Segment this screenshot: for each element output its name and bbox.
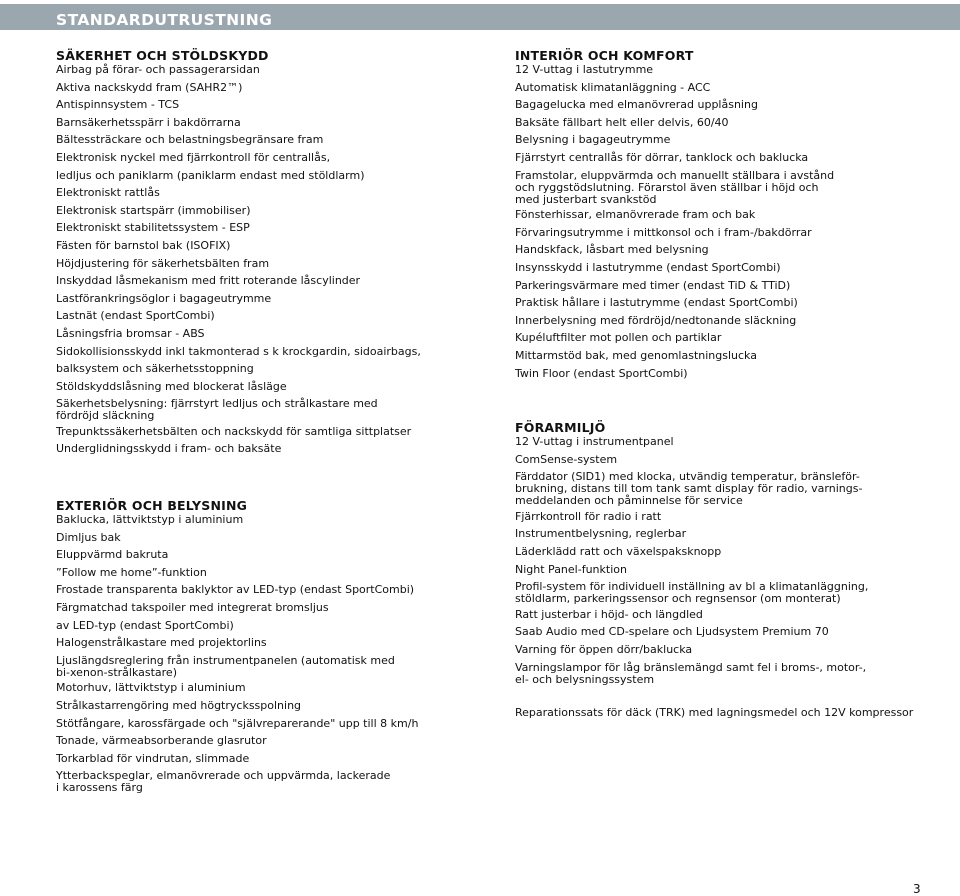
list-item: Elektronisk nyckel med fjärrkontroll för centrallås,	[56, 150, 331, 164]
list-item: ”Follow me home”-funktion	[56, 565, 207, 579]
list-item: Stötfångare, karossfärgade och "självreparerande" upp till 8 km/h	[56, 716, 419, 730]
list-item: Barnsäkerhetsspärr i bakdörrarna	[56, 115, 241, 129]
list-item: Innerbelysning med fördröjd/nedtonande släckning	[515, 313, 797, 327]
list-item: Motorhuv, lättviktstyp i aluminium	[56, 681, 246, 695]
list-item: Mittarmstöd bak, med genomlastningslucka	[515, 348, 757, 362]
right-column	[515, 47, 935, 719]
section-driver-environment	[515, 419, 935, 689]
list-item: Framstolar, eluppvärmda och manuellt ställbara i avstånd och ryggstödslutning. Förarstol även ställbar i höjd och med justerbart svankstöd	[515, 168, 835, 206]
list-item: Elektroniskt rattlås	[56, 186, 160, 200]
list-item: Twin Floor (endast SportCombi)	[515, 366, 688, 380]
list-item: Fjärrkontroll för radio i ratt	[515, 509, 662, 523]
list-item: Fästen för barnstol bak (ISOFIX)	[56, 238, 231, 252]
list-item: Aktiva nackskydd fram (SAHR2™)	[56, 80, 243, 94]
list-item: Belysning i bagageutrymme	[515, 133, 671, 147]
list-item: Kupéluftfilter mot pollen och partiklar	[515, 331, 722, 345]
list-item: Strålkastarrengöring med högtrycksspolning	[56, 699, 302, 712]
list-item: Fjärrstyrt centrallås för dörrar, tanklock och baklucka	[515, 150, 809, 164]
section-interior	[515, 47, 935, 385]
list-item: ComSense-system	[515, 452, 618, 466]
list-item: Fönsterhissar, elmanövrerade fram och bak	[515, 208, 756, 222]
list-item: Stöldskyddslåsning med blockerat låsläge	[56, 379, 287, 393]
list-item: Night Panel-funktion	[515, 562, 627, 576]
list-item: 12 V-uttag i instrumentpanel	[515, 435, 674, 449]
list-item: Parkeringsvärmare med timer (endast TiD & TTiD)	[515, 278, 791, 292]
section-title-driver-environment: FÖRARMILJÖ	[515, 420, 606, 436]
list-item: Saab Audio med CD-spelare och Ljudsystem Premium 70	[515, 625, 829, 639]
list-item: Instrumentbelysning, reglerbar	[515, 527, 687, 541]
header-band	[0, 4, 960, 30]
list-item: Airbag på förar- och passagerarsidan	[56, 63, 260, 76]
list-item: Ratt justerbar i höjd- och längdled	[515, 607, 703, 621]
list-item: Praktisk hållare i lastutrymme (endast SportCombi)	[515, 296, 798, 310]
list-item: Ytterbackspeglar, elmanövrerade och uppvärmda, lackerade i karossens färg	[56, 769, 391, 795]
list-item: Handskfack, låsbart med belysning	[515, 243, 709, 257]
list-item: Torkarblad för vindrutan, slimmade	[56, 751, 250, 765]
list-item: Insynsskydd i lastutrymme (endast SportCombi)	[515, 260, 781, 274]
list-item: Bagagelucka med elmanövrerad upplåsning	[515, 98, 758, 112]
list-item: Antispinnsystem - TCS	[56, 98, 180, 112]
list-item: Ljuslängdsreglering från instrumentpanelen (automatisk med bi-xenon-strålkastare)	[56, 653, 395, 679]
list-item: Varningslampor för låg bränslemängd samt fel i broms-, motor-, el- och belysningssystem	[515, 660, 867, 686]
list-item: Höjdjustering för säkerhetsbälten fram	[56, 256, 270, 270]
safety-list	[56, 64, 476, 461]
page-number: 3	[913, 882, 921, 896]
list-item: Läderklädd ratt och växelspaksknopp	[515, 545, 722, 559]
list-item: av LED-typ (endast SportCombi)	[56, 618, 234, 632]
list-item: Underglidningsskydd i fram- och baksäte	[56, 442, 282, 456]
list-item: Eluppvärmd bakruta	[56, 548, 169, 562]
list-item: Halogenstrålkastare med projektorlins	[56, 636, 267, 650]
list-item: Dimljus bak	[56, 530, 121, 544]
list-item: Färddator (SID1) med klocka, utvändig temperatur, bränsleför- brukning, distans till tom tank samt display för radio, varnings- meddelanden och påminnelse för service	[515, 470, 863, 508]
list-item: Baklucka, lättviktstyp i aluminium	[56, 513, 244, 527]
list-item: Frostade transparenta baklyktor av LED-typ (endast SportCombi)	[56, 583, 415, 597]
section-safety	[56, 47, 476, 461]
list-item: ledljus och paniklarm (paniklarm endast med stöldlarm)	[56, 168, 365, 182]
driver-environment-list	[515, 436, 935, 689]
list-item: Elektroniskt stabilitetssystem - ESP	[56, 221, 250, 235]
list-item: Trepunktssäkerhetsbälten och nackskydd för samtliga sittplatser	[56, 424, 412, 438]
list-item: Lastnät (endast SportCombi)	[56, 309, 215, 323]
repair-kit-note: Reparationssats för däck (TRK) med lagningsmedel och 12V kompressor	[515, 706, 914, 720]
list-item: Elektronisk startspärr (immobiliser)	[56, 203, 251, 217]
section-title-exterior: EXTERIÖR OCH BELYSNING	[56, 498, 248, 514]
section-exterior	[56, 497, 476, 798]
list-item: Färgmatchad takspoiler med integrerat bromsljus	[56, 601, 329, 615]
section-title-interior: INTERIÖR OCH KOMFORT	[515, 48, 694, 63]
list-item: Baksäte fällbart helt eller delvis, 60/40	[515, 115, 729, 129]
list-item: Tonade, värmeabsorberande glasrutor	[56, 734, 267, 748]
list-item: Varning för öppen dörr/baklucka	[515, 643, 693, 657]
list-item: Sidokollisionsskydd inkl takmonterad s k krockgardin, sidoairbags,	[56, 344, 421, 358]
left-column	[56, 47, 476, 798]
list-item: Förvaringsutrymme i mittkonsol och i fram-/bakdörrar	[515, 225, 812, 239]
list-item: Bältessträckare och belastningsbegränsare fram	[56, 133, 324, 147]
interior-list	[515, 64, 935, 385]
list-item: Låsningsfria bromsar - ABS	[56, 326, 205, 340]
exterior-list	[56, 514, 476, 798]
list-item: Säkerhetsbelysning: fjärrstyrt ledljus och strålkastare med fördröjd släckning	[56, 397, 378, 423]
list-item: Profil-system för individuell inställning av bl a klimatanläggning, stöldlarm, parkeringssensor och regnsensor (om monterat)	[515, 580, 869, 606]
list-item: Lastförankringsöglor i bagageutrymme	[56, 291, 272, 305]
list-item: Inskyddad låsmekanism med fritt roterande låscylinder	[56, 274, 361, 288]
list-item: balksystem och säkerhetsstoppning	[56, 362, 254, 376]
section-title-safety: SÄKERHET OCH STÖLDSKYDD	[56, 48, 269, 63]
list-item: Automatisk klimatanläggning - ACC	[515, 80, 711, 94]
list-item: 12 V-uttag i lastutrymme	[515, 63, 654, 76]
page-title: STANDARDUTRUSTNING	[56, 11, 273, 29]
